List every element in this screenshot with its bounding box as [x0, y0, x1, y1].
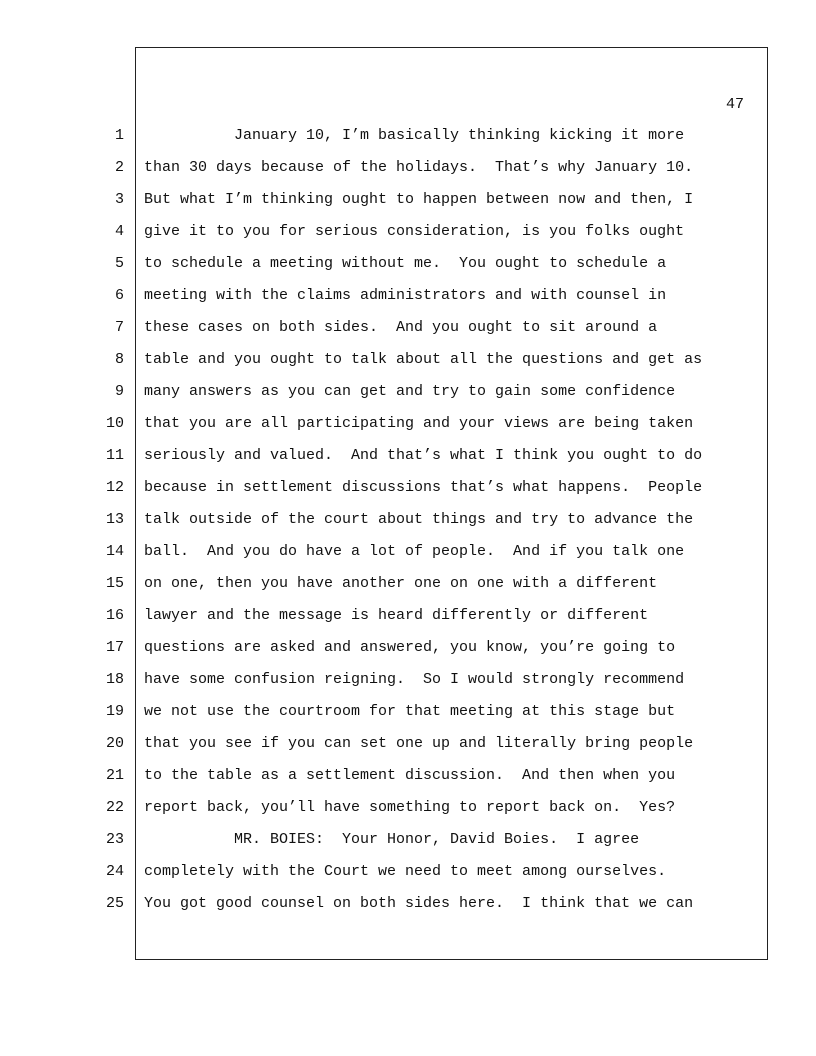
line-number: 6 [114, 287, 124, 304]
transcript-line [0, 606, 816, 638]
line-text: MR. BOIES: Your Honor, David Boies. I agree [144, 831, 640, 848]
transcript-line [0, 894, 816, 926]
transcript-line [0, 830, 816, 862]
line-text: that you are all participating and your views are being taken [144, 415, 694, 432]
line-text: meeting with the claims administrators and with counsel in [144, 287, 667, 304]
line-number: 17 [105, 639, 124, 656]
line-number: 19 [105, 703, 124, 720]
line-number: 13 [105, 511, 124, 528]
line-number: 16 [105, 607, 124, 624]
line-text: that you see if you can set one up and literally bring people [144, 735, 694, 752]
transcript-line [0, 702, 816, 734]
line-text: seriously and valued. And that’s what I think you ought to do [144, 447, 703, 464]
line-number: 24 [105, 863, 124, 880]
line-number: 14 [105, 543, 124, 560]
line-number: 20 [105, 735, 124, 752]
transcript-body [0, 126, 816, 926]
line-text: January 10, I’m basically thinking kicking it more [144, 127, 685, 144]
transcript-line [0, 798, 816, 830]
transcript-line [0, 222, 816, 254]
transcript-line [0, 734, 816, 766]
transcript-line [0, 574, 816, 606]
line-number: 5 [114, 255, 124, 272]
transcript-line [0, 446, 816, 478]
line-number: 1 [114, 127, 124, 144]
line-number: 12 [105, 479, 124, 496]
transcript-line [0, 190, 816, 222]
line-text: give it to you for serious consideration, is you folks ought [144, 223, 685, 240]
line-text: to the table as a settlement discussion. And then when you [144, 767, 676, 784]
line-text: have some confusion reigning. So I would strongly recommend [144, 671, 685, 688]
line-text: on one, then you have another one on one with a different [144, 575, 658, 592]
line-text: lawyer and the message is heard differently or different [144, 607, 649, 624]
line-text: than 30 days because of the holidays. That’s why January 10. [144, 159, 694, 176]
line-number: 7 [114, 319, 124, 336]
line-text: But what I’m thinking ought to happen between now and then, I [144, 191, 694, 208]
transcript-line [0, 638, 816, 670]
line-number: 21 [105, 767, 124, 784]
line-text: report back, you’ll have something to report back on. Yes? [144, 799, 676, 816]
line-text: questions are asked and answered, you know, you’re going to [144, 639, 676, 656]
transcript-line [0, 862, 816, 894]
line-text: You got good counsel on both sides here. I think that we can [144, 895, 694, 912]
transcript-line [0, 286, 816, 318]
line-number: 2 [114, 159, 124, 176]
transcript-line [0, 542, 816, 574]
transcript-line [0, 382, 816, 414]
transcript-line [0, 350, 816, 382]
line-number: 22 [105, 799, 124, 816]
line-number: 3 [114, 191, 124, 208]
transcript-line [0, 478, 816, 510]
line-text: these cases on both sides. And you ought to sit around a [144, 319, 658, 336]
line-text: talk outside of the court about things and try to advance the [144, 511, 694, 528]
line-text: because in settlement discussions that’s what happens. People [144, 479, 703, 496]
transcript-line [0, 318, 816, 350]
transcript-line [0, 254, 816, 286]
transcript-line [0, 126, 816, 158]
page-number: 47 [725, 96, 744, 113]
line-number: 11 [105, 447, 124, 464]
line-number: 25 [105, 895, 124, 912]
line-number: 15 [105, 575, 124, 592]
transcript-line [0, 414, 816, 446]
transcript-line [0, 510, 816, 542]
transcript-line [0, 158, 816, 190]
line-number: 18 [105, 671, 124, 688]
transcript-line [0, 766, 816, 798]
line-number: 9 [114, 383, 124, 400]
line-text: ball. And you do have a lot of people. And if you talk one [144, 543, 685, 560]
line-text: table and you ought to talk about all the questions and get as [144, 351, 703, 368]
line-number: 8 [114, 351, 124, 368]
line-text: completely with the Court we need to meet among ourselves. [144, 863, 667, 880]
line-text: we not use the courtroom for that meeting at this stage but [144, 703, 676, 720]
line-number: 4 [114, 223, 124, 240]
line-text: to schedule a meeting without me. You ought to schedule a [144, 255, 667, 272]
line-number: 10 [105, 415, 124, 432]
transcript-line [0, 670, 816, 702]
line-number: 23 [105, 831, 124, 848]
line-text: many answers as you can get and try to gain some confidence [144, 383, 676, 400]
